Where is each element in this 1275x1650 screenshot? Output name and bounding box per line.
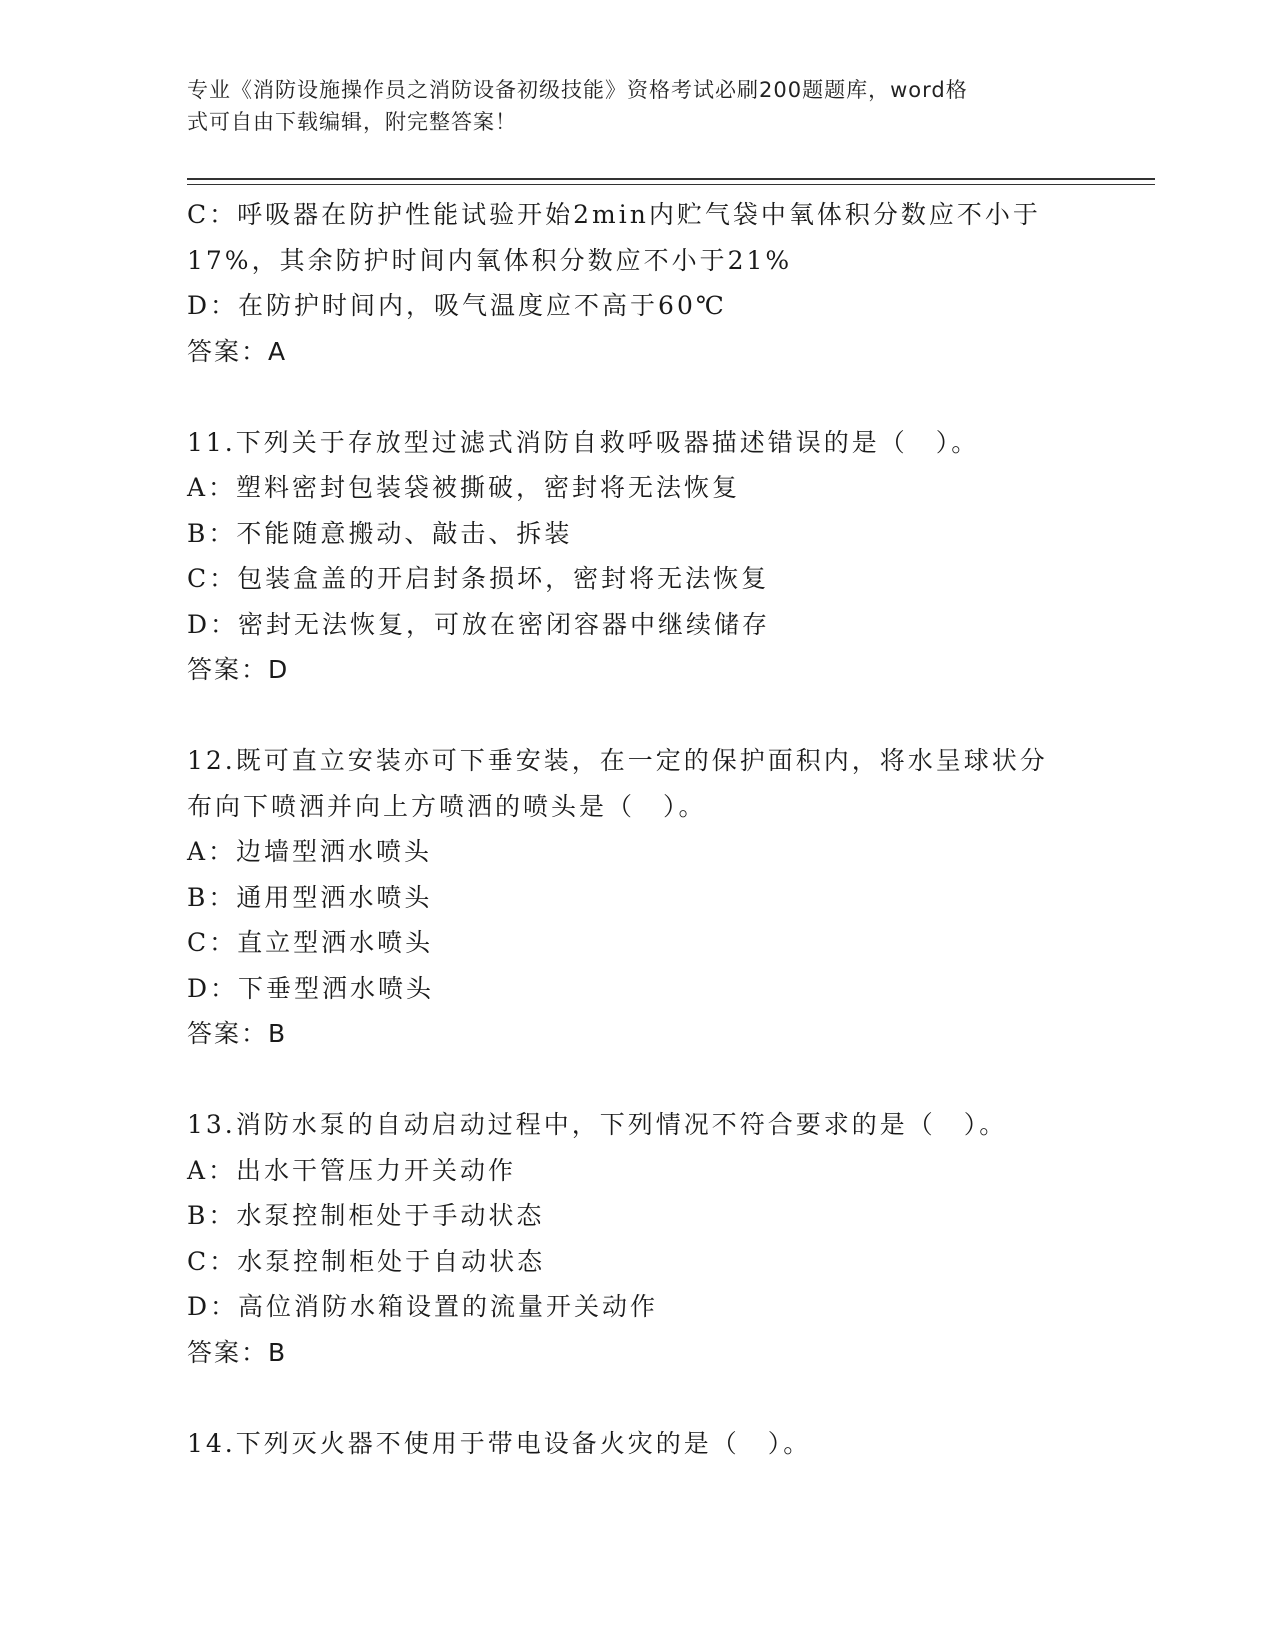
option-a: A：塑料密封包装袋被撕破，密封将无法恢复 [187, 473, 741, 502]
option-d: D：在防护时间内，吸气温度应不高于60℃ [187, 291, 727, 320]
answer-line: 答案：A [187, 336, 288, 366]
question-stem-line-1: 12.既可直立安装亦可下垂安装，在一定的保护面积内，将水呈球状分 [187, 746, 1048, 775]
option-c-line-1: C：呼吸器在防护性能试验开始2min内贮气袋中氧体积分数应不小于 [187, 200, 1041, 229]
option-d: D：密封无法恢复，可放在密闭容器中继续储存 [187, 609, 771, 639]
header-title-line-1: 专业《消防设施操作员之消防设备初级技能》资格考试必刷200题题库，word格 [187, 78, 968, 102]
question-block-14 [187, 1421, 1087, 1467]
option-d: D：高位消防水箱设置的流量开关动作 [187, 1292, 659, 1321]
option-d: D：下垂型洒水喷头 [187, 973, 435, 1003]
question-stem-line-2: 布向下喷洒并向上方喷洒的喷头是（ ）。 [187, 791, 707, 821]
question-block-12 [187, 738, 1087, 1057]
option-b: B：水泵控制柜处于手动状态 [187, 1201, 545, 1230]
option-c: C：水泵控制柜处于自动状态 [187, 1246, 546, 1276]
question-stem: 14.下列灭火器不使用于带电设备火灾的是（ ）。 [187, 1428, 812, 1458]
answer-line: 答案：D [187, 655, 290, 684]
option-c: C：直立型洒水喷头 [187, 928, 434, 957]
answer-line: 答案：B [187, 1019, 288, 1048]
spacer [187, 1057, 1087, 1103]
answer-line: 答案：B [187, 1337, 288, 1367]
option-a: A：边墙型洒水喷头 [187, 837, 433, 866]
option-b: B：通用型洒水喷头 [187, 882, 433, 912]
option-a: A：出水干管压力开关动作 [187, 1155, 517, 1185]
header-divider-thin [187, 184, 1155, 185]
option-c: C：包装盒盖的开启封条损坏，密封将无法恢复 [187, 564, 770, 593]
option-b: B：不能随意搬动、敲击、拆装 [187, 518, 573, 548]
spacer [187, 693, 1087, 739]
prev-question-block [187, 192, 1087, 374]
question-block-13 [187, 1102, 1087, 1375]
spacer [187, 1375, 1087, 1421]
option-c-line-2: 17%，其余防护时间内氧体积分数应不小于21% [187, 245, 793, 275]
question-stem: 13.消防水泵的自动启动过程中，下列情况不符合要求的是（ ）。 [187, 1110, 1008, 1139]
question-stem: 11.下列关于存放型过滤式消防自救呼吸器描述错误的是（ ）。 [187, 427, 980, 457]
header-divider-thick [187, 178, 1155, 180]
question-block-11 [187, 420, 1087, 693]
question-list [187, 192, 1087, 1466]
header-title-line-2: 式可自由下载编辑，附完整答案！ [187, 110, 517, 134]
spacer [187, 374, 1087, 420]
document-header [187, 74, 1067, 138]
